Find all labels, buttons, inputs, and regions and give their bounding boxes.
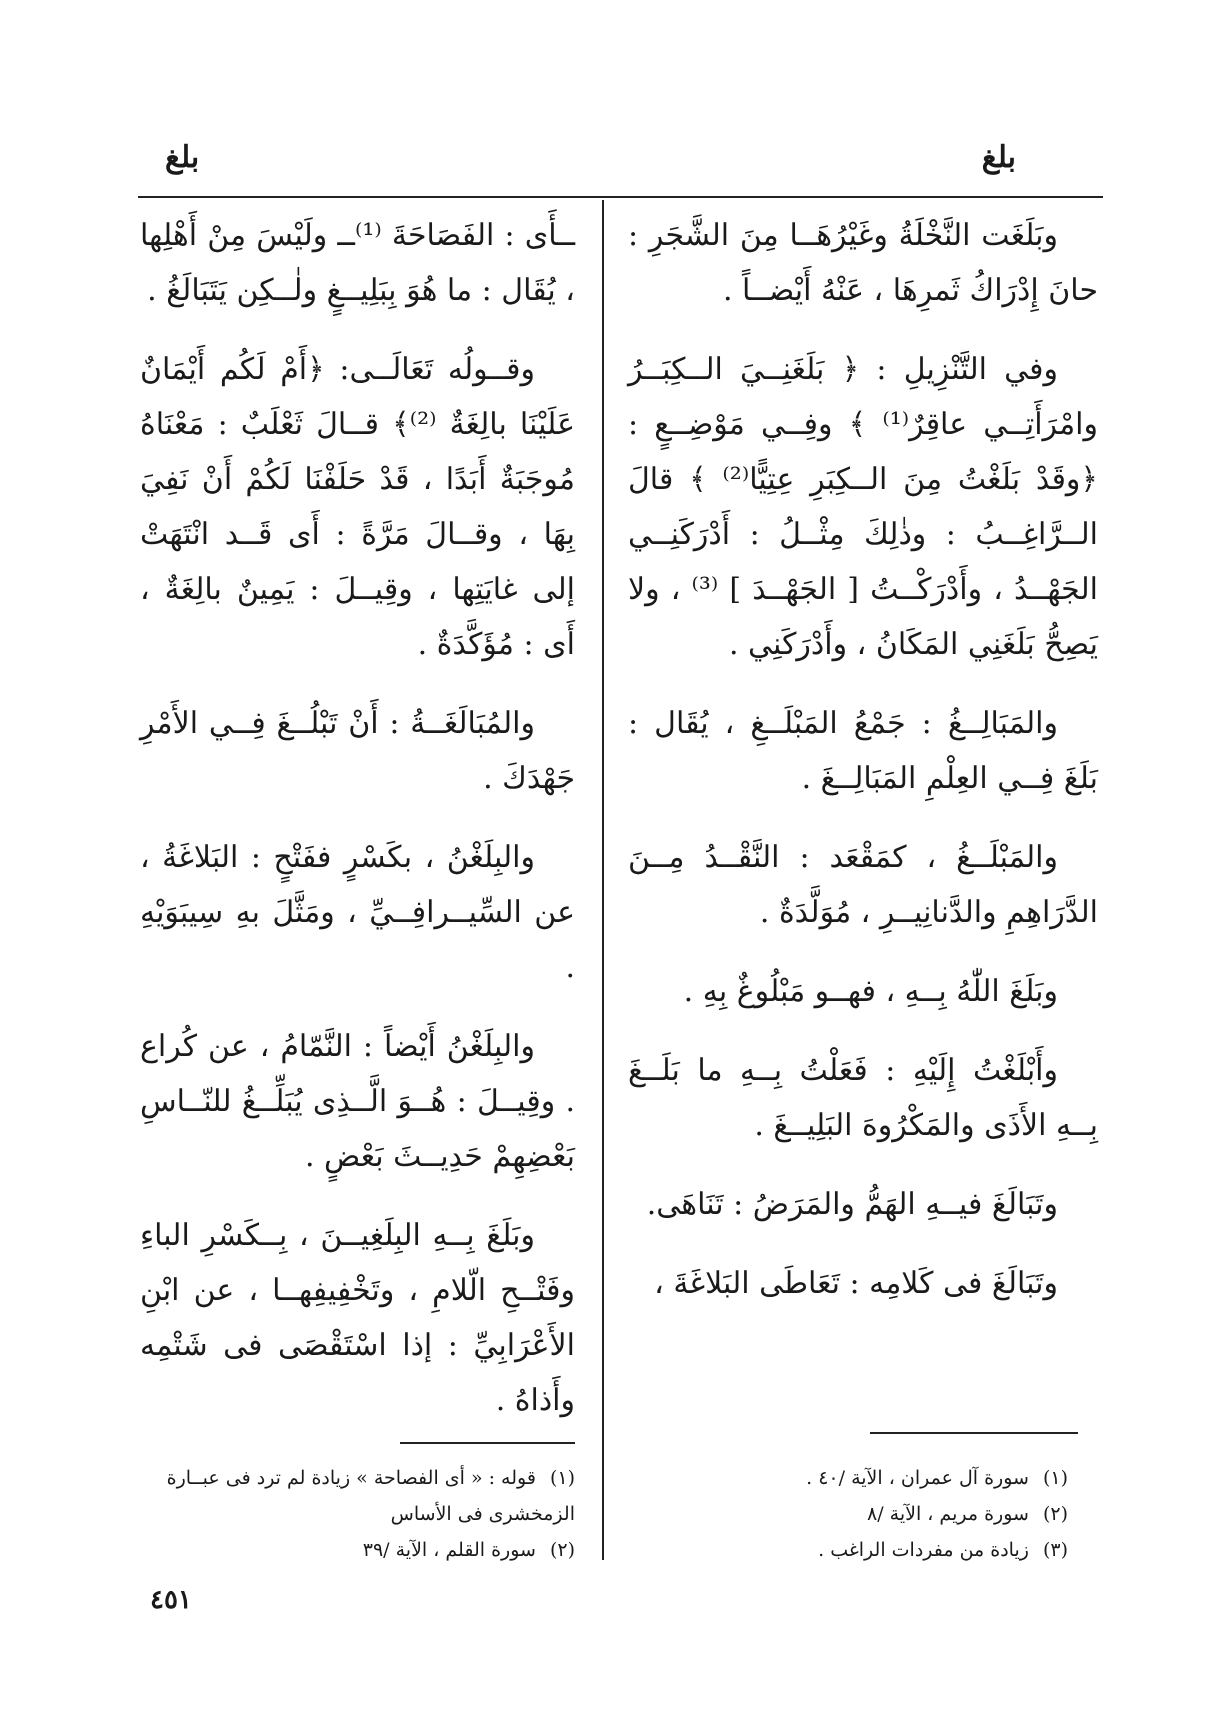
paragraph: والمَبْلَــغُ ، كمَقْعَد : النَّقْــدُ مِــنَ الدَّرَاهِمِ والدَّنانِيــرِ ، مُوَلَّدَةٌ . bbox=[628, 840, 1098, 930]
left-column bbox=[140, 208, 575, 1452]
footnote-number: (٣) bbox=[1042, 1539, 1068, 1561]
footnote-text: سورة مريم ، الآية /٨ bbox=[866, 1503, 1029, 1525]
footnotes-right bbox=[628, 1460, 1068, 1568]
header-word-right: بلغ bbox=[981, 140, 1016, 175]
paragraph: وبَلَغَت النَّخْلَةُ وغَيْرُهَــا مِنَ الشَّجَرِ : حانَ إِدْرَاكُ ثَمرِهَا ، عَنْهُ أَيْضــاً . bbox=[628, 218, 1098, 308]
paragraph: وبَلَغَ اللّٰهُ بِــهِ ، فهــو مَبْلُوغٌ بِهِ . bbox=[683, 974, 1058, 1009]
paragraph: والبِلَغْنُ أَيْضاً : النَّمّامُ ، عن كُراع . وقِيــلَ : هُــوَ الَّــذِى يُبَلِّــغُ للنّــاسِ بَعْضِهِمْ حَدِيــثَ بَعْضٍ . bbox=[140, 1029, 575, 1174]
footnote-text: سورة القلم ، الآية /٣٩ bbox=[362, 1539, 536, 1561]
paragraph: وفي التَّنْزِيلِ : ﴿ بَلَغَنِــيَ الــكِبَــرُ وامْرَأَتِــي عاقِرٌ⁽¹⁾ ﴾ وفِــي مَوْضِــعٍ : ﴿وقَدْ بَلَغْتُ مِنَ الــكِبَرِ عِتِيًّا⁽²⁾ ﴾ قالَ الــرَّاغِــبُ : وذٰلِكَ مِثْــلُ : أَدْرَكَنِــي الجَهْــدُ ، وأَدْرَكْــتُ [ الجَهْــدَ ] ⁽³⁾ ، ولا يَصِحُّ بَلَغَنِي المَكَانُ ، وأَدْرَكَنِي . bbox=[628, 352, 1098, 662]
paragraph: وتَبَالَغَ فى كَلامِه : تَعَاطَى البَلاغَةَ ، bbox=[654, 1266, 1058, 1301]
paragraph: والبِلَغْنُ ، بكَسْرٍ ففَتْحٍ : البَلاغَةُ ، عن السِّيــرافِــيِّ ، ومَثَّلَ بهِ سِيبَوَيْهِ . bbox=[140, 840, 575, 985]
footnote bbox=[628, 1532, 1068, 1568]
paragraph: وقــولُه تَعَالَــى: ﴿أَمْ لَكُم أَيْمَانٌ عَلَيْنَا بالِغَةٌ ⁽²⁾﴾ قــالَ ثَعْلَبٌ : مَعْنَاهُ مُوجَبَةٌ أَبَدًا ، قَدْ حَلَفْنَا لَكُمْ أَنْ نَفِيَ بِهَا ، وقــالَ مَرَّةً : أَى قَــد انْتَهَتْ إلى غايَتِها ، وقِيــلَ : يَمِينٌ بالِغَةٌ ، أَى : مُؤَكَّدَةٌ . bbox=[140, 352, 575, 662]
header-word-left: بلغ bbox=[165, 140, 200, 175]
footnote-number: (١) bbox=[1042, 1467, 1068, 1489]
paragraph: وتَبَالَغَ فيــهِ الهَمُّ والمَرَضُ : تَنَاهَى. bbox=[646, 1187, 1058, 1222]
page-number: ٤٥١ bbox=[150, 1585, 192, 1615]
paragraph: والمَبَالِــغُ : جَمْعُ المَبْلَــغِ ، يُقَال : بَلَغَ فِــي العِلْمِ المَبَالِــغَ . bbox=[628, 706, 1098, 796]
footnote bbox=[140, 1532, 575, 1568]
right-column bbox=[628, 208, 1098, 1335]
column-divider bbox=[602, 200, 604, 1560]
footnote-text: زيادة من مفردات الراغب . bbox=[818, 1539, 1029, 1561]
paragraph: وبَلَغَ بِــهِ البِلَغِيــنَ ، بِــكَسْرِ الباءِ وفَتْــحِ الّلامِ ، وتَخْفِيفِهــا ، عن ابْنِ الأَعْرَابِيِّ : إذا اسْتَقْصَى فى شَتْمِه وأَذاهُ . bbox=[140, 1218, 575, 1418]
footnotes-left bbox=[140, 1460, 575, 1568]
paragraph: وأَبْلَغْتُ إِلَيْهِ : فَعَلْتُ بِــهِ ما بَلَــغَ بِــهِ الأَذَى والمَكْرُوهَ البَلِيــغَ . bbox=[628, 1053, 1098, 1143]
footnote-text: قوله : « أى الفصاحة » زيادة لم ترد فى عبــارة الزمخشرى فى الأساس bbox=[166, 1467, 575, 1525]
footnote-rule-left bbox=[400, 1442, 575, 1444]
paragraph: والمُبَالَغَــةُ : أَنْ تَبْلُــغَ فِــي الأَمْرِ جَهْدَكَ . bbox=[140, 706, 575, 796]
footnote-rule-right bbox=[870, 1432, 1078, 1434]
footnote-number: (٢) bbox=[1042, 1503, 1068, 1525]
header-rule bbox=[138, 196, 1103, 198]
footnote bbox=[140, 1460, 575, 1532]
footnote-text: سورة آل عمران ، الآية /٤٠ . bbox=[806, 1467, 1029, 1489]
footnote-number: (١) bbox=[549, 1467, 575, 1489]
footnote bbox=[628, 1496, 1068, 1532]
footnote-number: (٢) bbox=[549, 1539, 575, 1561]
paragraph: ــأَى : الفَصَاحَةَ ⁽¹⁾ــ ولَيْسَ مِنْ أَهْلِها ، يُقَال : ما هُوَ بِبَلِيــغٍ ولٰــكِن يَتَبَالَغُ . bbox=[140, 218, 575, 308]
footnote bbox=[628, 1460, 1068, 1496]
